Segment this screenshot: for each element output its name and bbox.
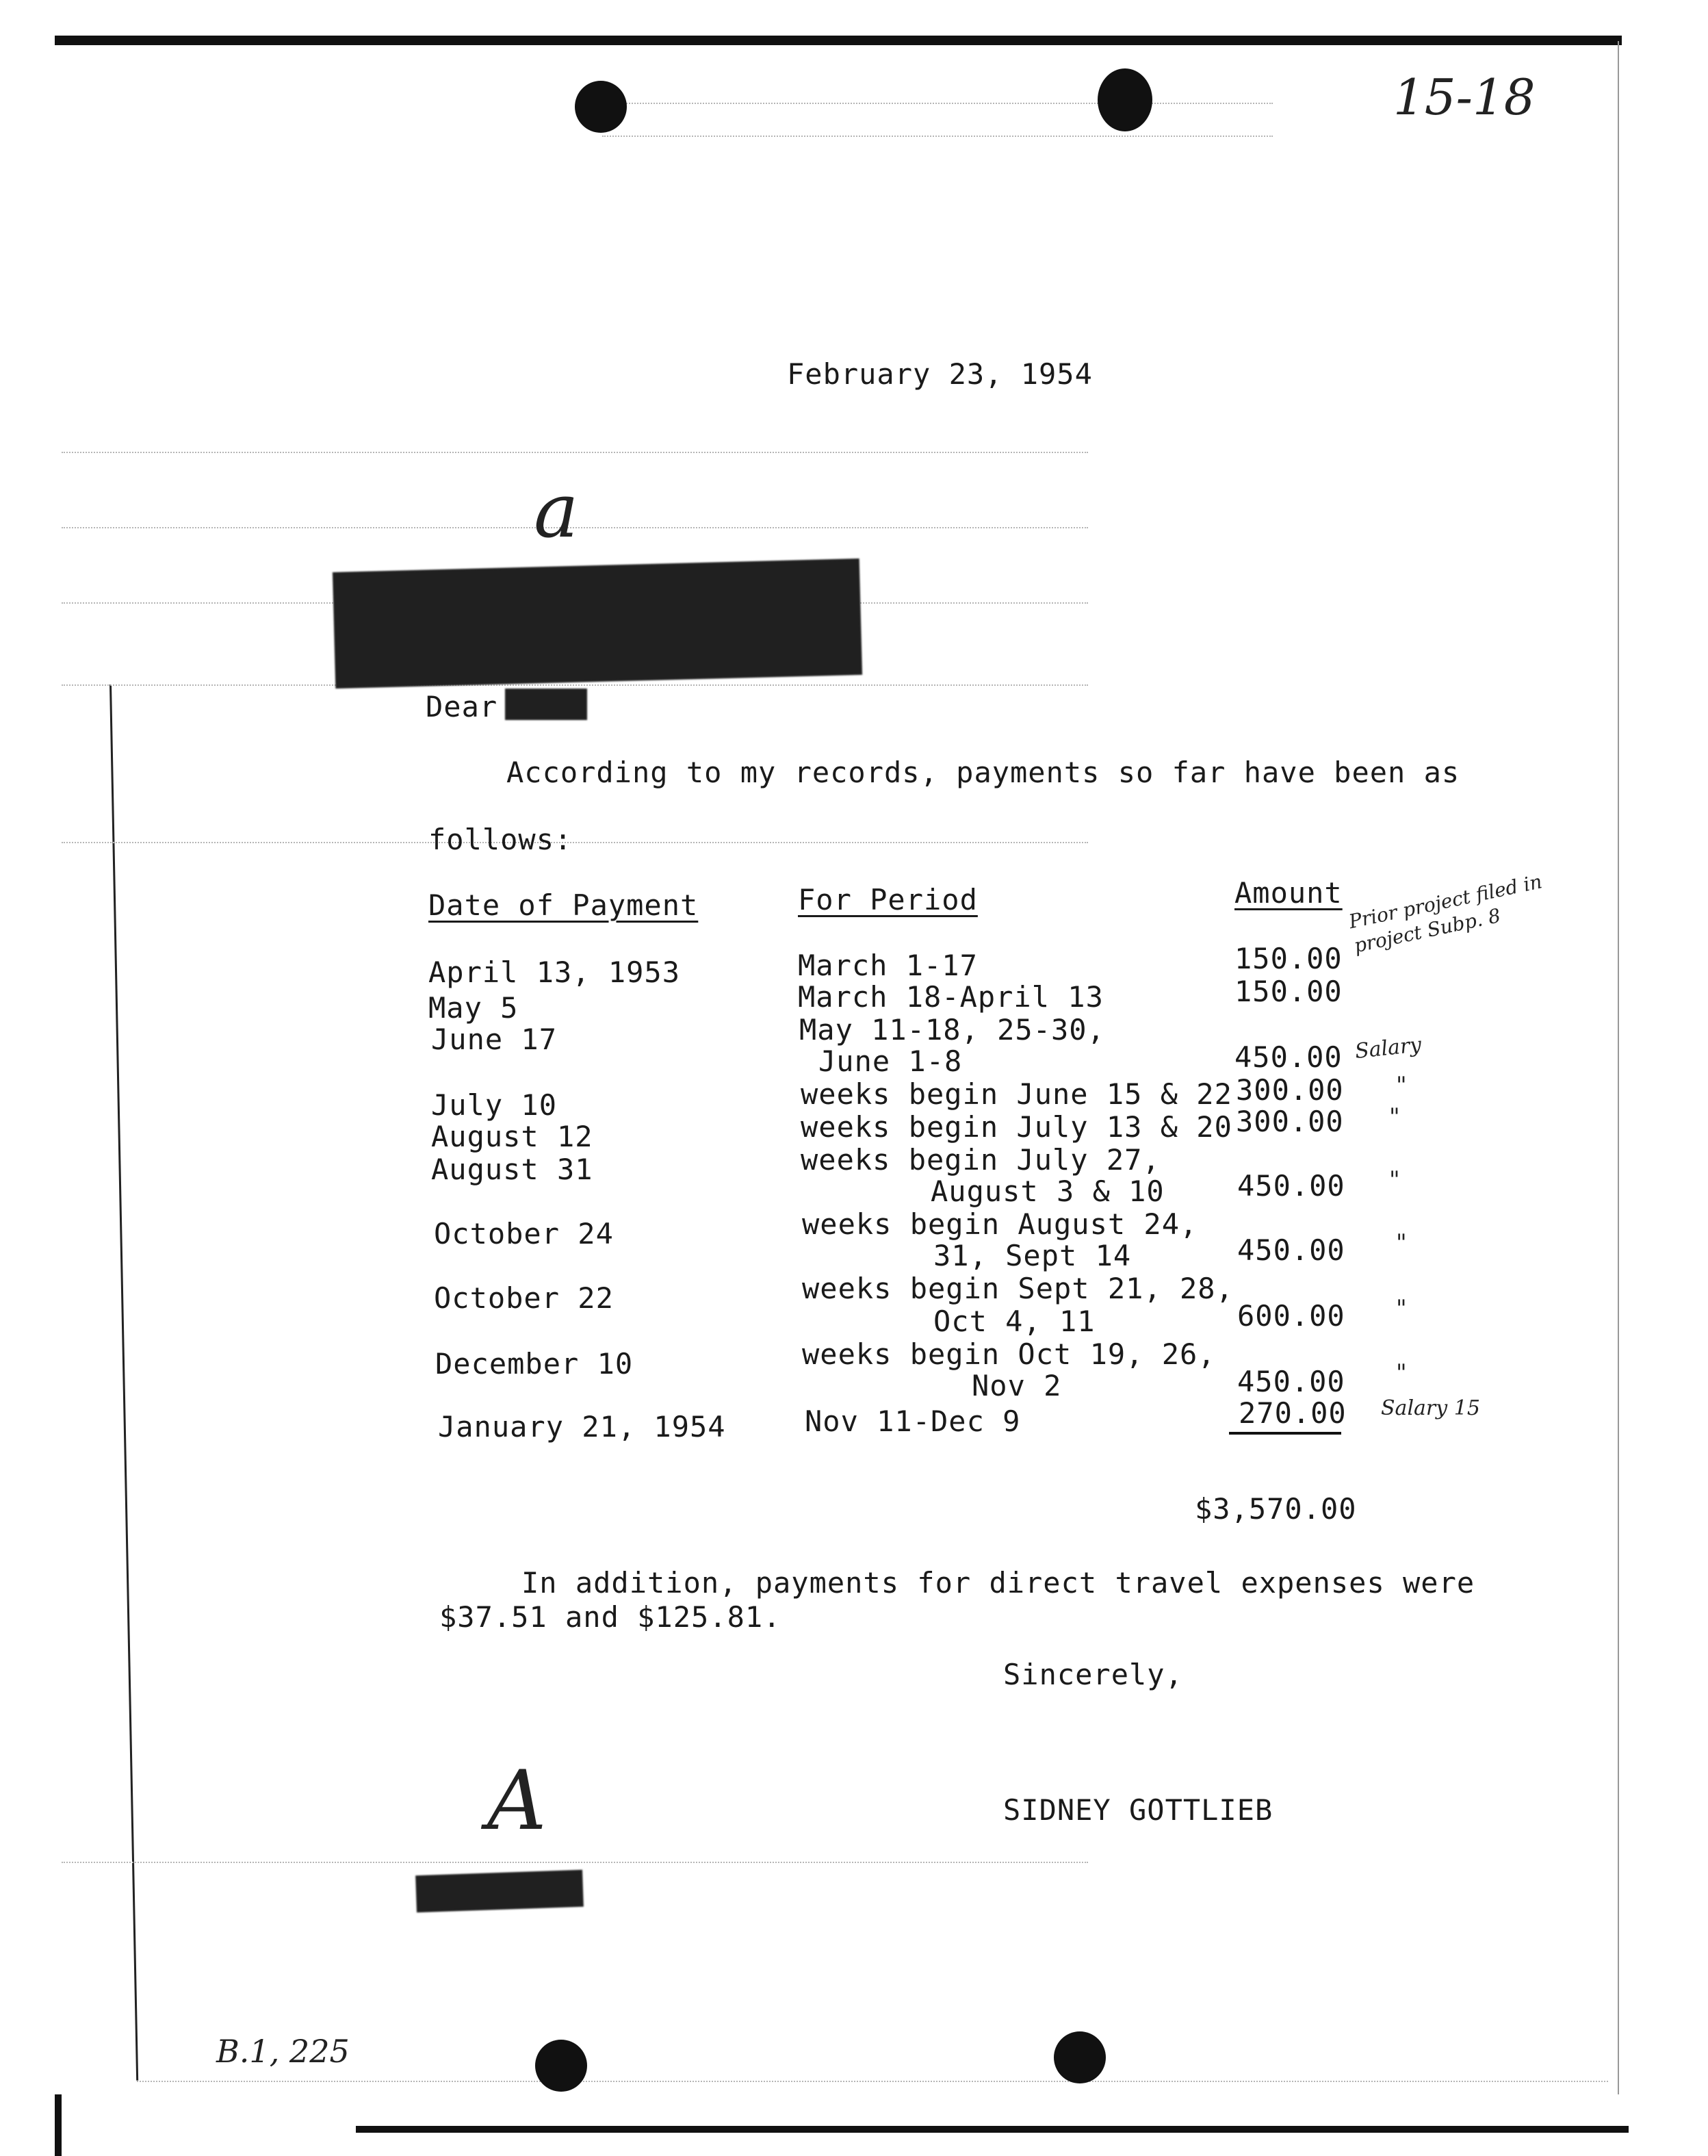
payment-date: October 24 bbox=[434, 1217, 614, 1250]
redacted-name bbox=[505, 689, 587, 720]
payment-date: April 13, 1953 bbox=[428, 955, 681, 989]
payment-period: weeks begin August 24, bbox=[802, 1207, 1198, 1241]
payment-amount: 450.00 bbox=[1237, 1365, 1345, 1398]
payment-date: December 10 bbox=[435, 1347, 634, 1381]
handwritten-margin-note: Prior project filed in project Subp. 8 bbox=[1347, 870, 1544, 958]
redacted-recipient bbox=[333, 559, 862, 689]
payment-date: August 31 bbox=[431, 1153, 593, 1186]
payment-amount: 150.00 bbox=[1234, 975, 1343, 1008]
total-rule bbox=[1229, 1432, 1341, 1435]
scan-line bbox=[62, 842, 1088, 845]
addition-line-1: In addition, payments for direct travel expenses were bbox=[521, 1566, 1475, 1600]
payment-period: March 18-April 13 bbox=[798, 980, 1104, 1014]
handwritten-ditto-mark: " bbox=[1396, 1359, 1407, 1387]
payment-date: January 21, 1954 bbox=[438, 1410, 726, 1443]
payment-amount: 150.00 bbox=[1234, 942, 1343, 975]
scan-line bbox=[137, 2081, 1608, 2083]
right-margin-line bbox=[1618, 41, 1619, 2094]
payment-period-continued: August 3 & 10 bbox=[931, 1175, 1165, 1208]
header-amount: Amount bbox=[1234, 876, 1343, 910]
handwritten-page-number: 15-18 bbox=[1393, 68, 1536, 126]
payment-date: July 10 bbox=[431, 1088, 558, 1122]
payment-date: May 5 bbox=[428, 991, 519, 1025]
left-margin-line bbox=[109, 684, 138, 2081]
closing: Sincerely, bbox=[1003, 1658, 1183, 1691]
payment-period-continued: 31, Sept 14 bbox=[933, 1239, 1132, 1272]
handwritten-ditto-mark: " bbox=[1389, 1103, 1400, 1131]
payment-amount: 450.00 bbox=[1237, 1169, 1345, 1203]
scan-line bbox=[62, 452, 1088, 454]
handwritten-initial-bottom: A bbox=[487, 1754, 547, 1849]
payment-period-continued: Nov 2 bbox=[972, 1369, 1062, 1402]
handwritten-ditto-mark: " bbox=[1396, 1295, 1407, 1322]
intro-line-2: follows: bbox=[428, 823, 573, 856]
payment-amount: 300.00 bbox=[1236, 1105, 1344, 1138]
payment-amount: 600.00 bbox=[1237, 1299, 1345, 1333]
punch-hole bbox=[575, 81, 627, 133]
payment-date: August 12 bbox=[431, 1120, 593, 1153]
payment-period: weeks begin June 15 & 22 bbox=[801, 1077, 1232, 1111]
intro-line-1: According to my records, payments so far have been as bbox=[506, 756, 1460, 789]
scan-line bbox=[602, 103, 1273, 105]
payment-period: weeks begin Oct 19, 26, bbox=[802, 1337, 1216, 1371]
scan-line bbox=[602, 136, 1273, 138]
scan-line bbox=[62, 684, 1088, 687]
handwritten-salary-note: Salary bbox=[1354, 1033, 1423, 1064]
payment-period-continued: June 1-8 bbox=[818, 1044, 963, 1078]
header-date-of-payment: Date of Payment bbox=[428, 888, 699, 922]
handwritten-ditto-mark: " bbox=[1396, 1072, 1407, 1099]
handwritten-bottom-note: B.1, 225 bbox=[216, 2033, 350, 2070]
top-edge-rule bbox=[55, 36, 1622, 45]
header-for-period: For Period bbox=[798, 883, 978, 916]
payment-date: June 17 bbox=[431, 1023, 558, 1056]
scan-line bbox=[62, 1862, 1088, 1864]
addition-line-2: $37.51 and $125.81. bbox=[439, 1600, 781, 1634]
payment-period: March 1-17 bbox=[798, 949, 978, 982]
handwritten-ditto-mark: " bbox=[1396, 1229, 1407, 1257]
payment-period: Nov 11-Dec 9 bbox=[805, 1404, 1021, 1438]
punch-hole bbox=[1098, 68, 1152, 131]
handwritten-salary-note: Salary 15 bbox=[1381, 1396, 1480, 1420]
bottom-edge-rule bbox=[356, 2126, 1629, 2133]
signature-name: SIDNEY GOTTLIEB bbox=[1003, 1793, 1273, 1827]
payment-period: May 11-18, 25-30, bbox=[799, 1013, 1105, 1047]
payment-period: weeks begin July 27, bbox=[801, 1143, 1161, 1177]
handwritten-ditto-mark: " bbox=[1389, 1166, 1400, 1194]
payment-amount: 270.00 bbox=[1239, 1396, 1347, 1430]
handwritten-initial-top: a bbox=[534, 467, 579, 554]
left-edge-rule bbox=[55, 2094, 62, 2156]
payment-amount: 300.00 bbox=[1236, 1073, 1344, 1107]
payment-period: weeks begin July 13 & 20 bbox=[801, 1110, 1232, 1144]
punch-hole bbox=[535, 2040, 587, 2092]
salutation: Dear bbox=[426, 690, 498, 723]
payment-period: weeks begin Sept 21, 28, bbox=[802, 1272, 1234, 1305]
payment-amount: 450.00 bbox=[1234, 1040, 1343, 1074]
punch-hole bbox=[1054, 2031, 1106, 2083]
payment-amount: 450.00 bbox=[1237, 1233, 1345, 1267]
letter-date: February 23, 1954 bbox=[787, 357, 1093, 391]
payment-period-continued: Oct 4, 11 bbox=[933, 1305, 1096, 1338]
redacted-initials bbox=[415, 1870, 584, 1912]
total-amount: $3,570.00 bbox=[1195, 1492, 1357, 1526]
payment-date: October 22 bbox=[434, 1281, 614, 1315]
